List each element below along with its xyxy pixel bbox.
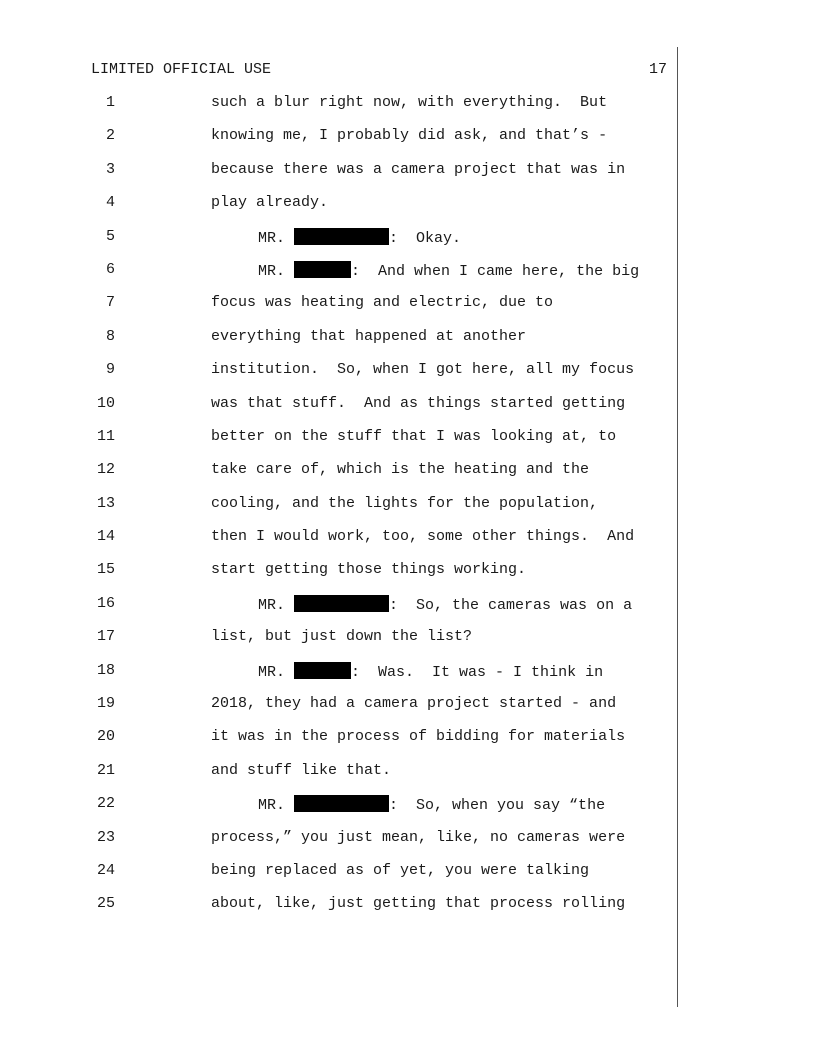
transcript-line — [0, 628, 700, 661]
transcript-line — [0, 495, 700, 528]
transcript-line — [0, 829, 700, 862]
line-number: 6 — [105, 260, 115, 278]
transcript-line — [0, 762, 700, 795]
line-number: 15 — [96, 561, 115, 579]
speaker-title: MR. — [258, 663, 286, 681]
line-number: 9 — [105, 361, 115, 379]
line-text: better on the stuff that I was looking at, to — [211, 427, 617, 445]
speaker-line — [0, 795, 700, 828]
line-number: 2 — [105, 127, 115, 145]
line-text: it was in the process of bidding for materials — [211, 728, 626, 746]
speaker-statement: : Okay. — [389, 229, 462, 247]
line-number: 21 — [96, 761, 115, 779]
line-text: list, but just down the list? — [211, 628, 473, 646]
speaker-statement: : So, the cameras was on a — [389, 596, 633, 614]
line-text: play already. — [211, 194, 329, 212]
line-text: process,” you just mean, like, no cameras were — [211, 828, 626, 846]
line-text: was that stuff. And as things started getting — [211, 394, 626, 412]
line-number: 4 — [105, 194, 115, 212]
speaker-text — [258, 595, 632, 615]
line-text: such a blur right now, with everything. But — [211, 94, 608, 111]
line-text: 2018, they had a camera project started - and — [211, 695, 617, 713]
line-text: because there was a camera project that was in — [211, 160, 626, 178]
line-number: 18 — [96, 661, 115, 679]
speaker-line — [0, 595, 700, 628]
line-number: 25 — [96, 895, 115, 913]
transcript-line — [0, 127, 700, 160]
transcript-line — [0, 695, 700, 728]
line-number: 11 — [96, 427, 115, 445]
line-text: take care of, which is the heating and the — [211, 461, 590, 479]
line-number: 12 — [96, 461, 115, 479]
transcript-line — [0, 862, 700, 895]
speaker-title: MR. — [258, 797, 286, 815]
transcript-line — [0, 161, 700, 194]
line-text: about, like, just getting that process rolling — [211, 895, 626, 913]
line-number: 23 — [96, 828, 115, 846]
line-number: 3 — [105, 160, 115, 178]
line-text: knowing me, I probably did ask, and that’s - — [211, 127, 608, 145]
transcript-line — [0, 728, 700, 761]
line-number: 20 — [96, 728, 115, 746]
line-number: 8 — [105, 327, 115, 345]
transcript-line — [0, 361, 700, 394]
redaction-block — [294, 795, 389, 812]
line-number: 19 — [96, 695, 115, 713]
speaker-text — [258, 662, 603, 682]
line-text: start getting those things working. — [211, 561, 527, 579]
line-number: 24 — [96, 861, 115, 879]
line-number: 17 — [96, 628, 115, 646]
page-number: 17 — [648, 61, 667, 78]
line-number: 13 — [96, 494, 115, 512]
speaker-statement: : So, when you say “the — [389, 797, 606, 815]
transcript-line — [0, 395, 700, 428]
transcript-line — [0, 294, 700, 327]
speaker-text — [258, 228, 461, 248]
line-text: and stuff like that. — [211, 761, 392, 779]
line-number: 14 — [96, 528, 115, 546]
line-text: everything that happened at another — [211, 327, 527, 345]
line-text: institution. So, when I got here, all my focus — [211, 361, 635, 379]
line-text: focus was heating and electric, due to — [211, 294, 554, 312]
speaker-statement: : Was. It was - I think in — [351, 663, 604, 681]
line-number: 16 — [96, 594, 115, 612]
transcript-line — [0, 94, 700, 127]
speaker-title: MR. — [258, 596, 286, 614]
speaker-line — [0, 662, 700, 695]
redaction-block — [294, 228, 389, 245]
transcript-line — [0, 561, 700, 594]
transcript-line — [0, 895, 700, 928]
line-number: 10 — [96, 394, 115, 412]
redaction-block — [294, 662, 351, 679]
speaker-statement: : And when I came here, the big — [351, 262, 640, 280]
transcript-lines — [0, 94, 700, 929]
line-number: 5 — [105, 227, 115, 245]
redaction-block — [294, 595, 389, 612]
line-number: 7 — [105, 294, 115, 312]
speaker-line — [0, 228, 700, 261]
classification-header: LIMITED OFFICIAL USE — [91, 61, 272, 78]
transcript-line — [0, 461, 700, 494]
line-text: cooling, and the lights for the population, — [211, 494, 599, 512]
transcript-line — [0, 528, 700, 561]
speaker-text — [258, 261, 639, 281]
speaker-line — [0, 261, 700, 294]
transcript-line — [0, 428, 700, 461]
line-text: being replaced as of yet, you were talking — [211, 861, 590, 879]
speaker-text — [258, 795, 605, 815]
speaker-title: MR. — [258, 229, 286, 247]
line-text: then I would work, too, some other things. And — [211, 528, 635, 546]
line-number: 22 — [96, 795, 115, 813]
transcript-line — [0, 328, 700, 361]
speaker-title: MR. — [258, 262, 286, 280]
transcript-line — [0, 194, 700, 227]
line-number: 1 — [105, 94, 115, 111]
redaction-block — [294, 261, 351, 278]
